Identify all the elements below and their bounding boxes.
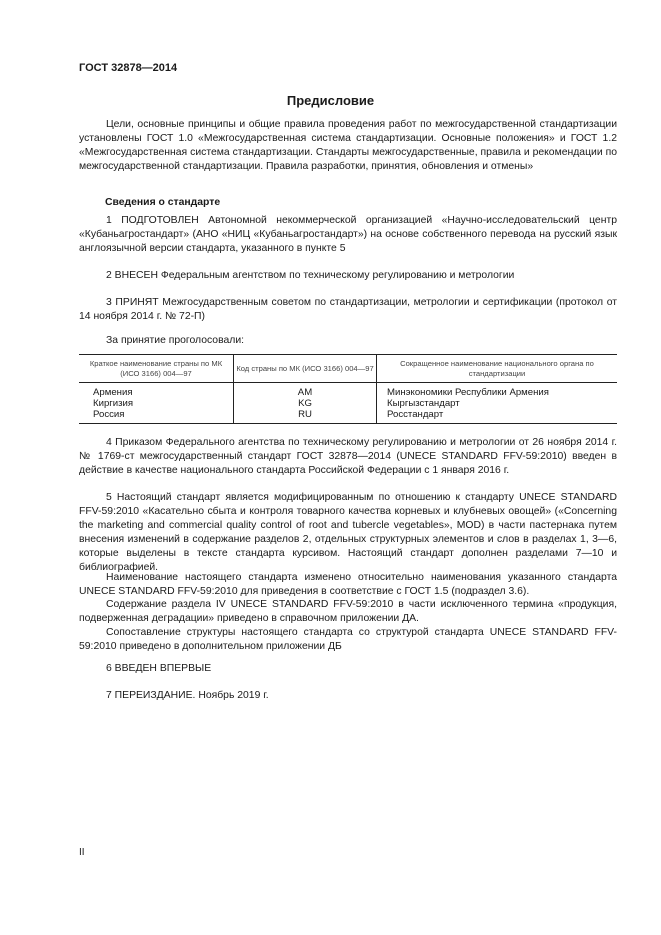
table-row: [79, 409, 617, 424]
body-cell: Кыргызстандарт: [387, 398, 460, 409]
section-subheading: Сведения о стандарте: [105, 197, 221, 208]
votes-table-header-row: [79, 355, 617, 383]
item-6-paragraph: 6 ВВЕДЕН ВПЕРВЫЕ: [106, 663, 212, 674]
page-number: II: [79, 847, 85, 858]
item-5-paragraph: 5 Настоящий стандарт является модифицированным по отношению к стандарту UNECE STANDARD FFV-59:2010 «Касательно сбыта и контроля товарного качества корневых и клубневых овощей» («Concerning the marketing and commercial quality control of root and tubercle vegetables», MOD) в части пастернака путем внесения изменений в содержание разделов 2, отдельных структурных элементов и слов в разделах 1, 3—6, которые выделены в тексте стандарта курсивом. Настоящий стандарт дополнен разделами 7—10 и библиографией.: [79, 492, 617, 573]
table-row: [79, 383, 617, 399]
intro-paragraph: Цели, основные принципы и общие правила проведения работ по межгосударственной стандартизации установлены ГОСТ 1.0 «Межгосударственная система стандартизации. Основные положения» и ГОСТ 1.2 «Межгосударственная система стандартизации. Стандарты межгосударственные, правила и рекомендации по межгосударственной стандартизации. Правила разработки, принятия, обновления и отмены»: [79, 119, 617, 172]
header-country-code: Код страны по МК (ИСО 3166) 004—97: [234, 355, 377, 383]
votes-table: [79, 354, 617, 424]
code-cell: AM: [234, 383, 377, 399]
table-row: [79, 398, 617, 409]
item-7-paragraph: 7 ПЕРЕИЗДАНИЕ. Ноябрь 2019 г.: [106, 690, 269, 701]
item-3-paragraph: 3 ПРИНЯТ Межгосударственным советом по стандартизации, метрологии и сертификации (протокол от 14 ноября 2014 г. № 72-П): [79, 297, 617, 322]
body-cell: Минэкономики Республики Армения: [387, 387, 549, 398]
country-cell: Киргизия: [79, 398, 234, 409]
code-cell: KG: [234, 398, 377, 409]
page-title: Предисловие: [286, 93, 375, 108]
body-cell: Росстандарт: [377, 409, 618, 424]
item-2-paragraph: 2 ВНЕСЕН Федеральным агентством по техническому регулированию и метрологии: [106, 270, 515, 281]
header-national-body: Сокращенное наименование национального органа по стандартизации: [377, 355, 618, 383]
country-cell: Россия: [79, 409, 234, 424]
code-cell: RU: [234, 409, 377, 424]
header-country-name: Краткое наименование страны по МК (ИСО 3166) 004—97: [79, 355, 234, 383]
item-5-structure-paragraph: Сопоставление структуры настоящего стандарта со структурой стандарта UNECE STANDARD FFV-59:2010 приведено в дополнительном приложении ДБ: [79, 627, 617, 652]
item-5-name-paragraph: Наименование настоящего стандарта изменено относительно наименования указанного стандарта UNECE STANDARD FFV-59:2010 для приведения в соответствие с ГОСТ 1.5 (подраздел 3.6).: [79, 572, 617, 597]
country-cell: Армения: [79, 383, 234, 399]
item-4-paragraph: 4 Приказом Федерального агентства по техническому регулированию и метрологии от 26 ноября 2014 г. № 1769-ст межгосударственный стандарт ГОСТ 32878—2014 (UNECE STANDARD FFV-59:2010) введен в действие в качестве национального стандарта Российской Федерации с 1 января 2016 г.: [79, 437, 617, 476]
votes-label: За принятие проголосовали:: [106, 335, 245, 346]
item-1-paragraph: 1 ПОДГОТОВЛЕН Автономной некоммерческой организацией «Научно-исследовательский центр «Кубаньагростандарт» (АНО «НИЦ «Кубаньагростандарт») на основе собственного перевода на русский язык англоязычной версии стандарта, указанного в пункте 5: [79, 215, 617, 254]
item-5-content-paragraph: Содержание раздела IV UNECE STANDARD FFV-59:2010 в части исключенного термина «продукция, подверженная деградации» приведено в справочном приложении ДА.: [79, 599, 617, 624]
document-code-header: ГОСТ 32878—2014: [79, 62, 178, 74]
